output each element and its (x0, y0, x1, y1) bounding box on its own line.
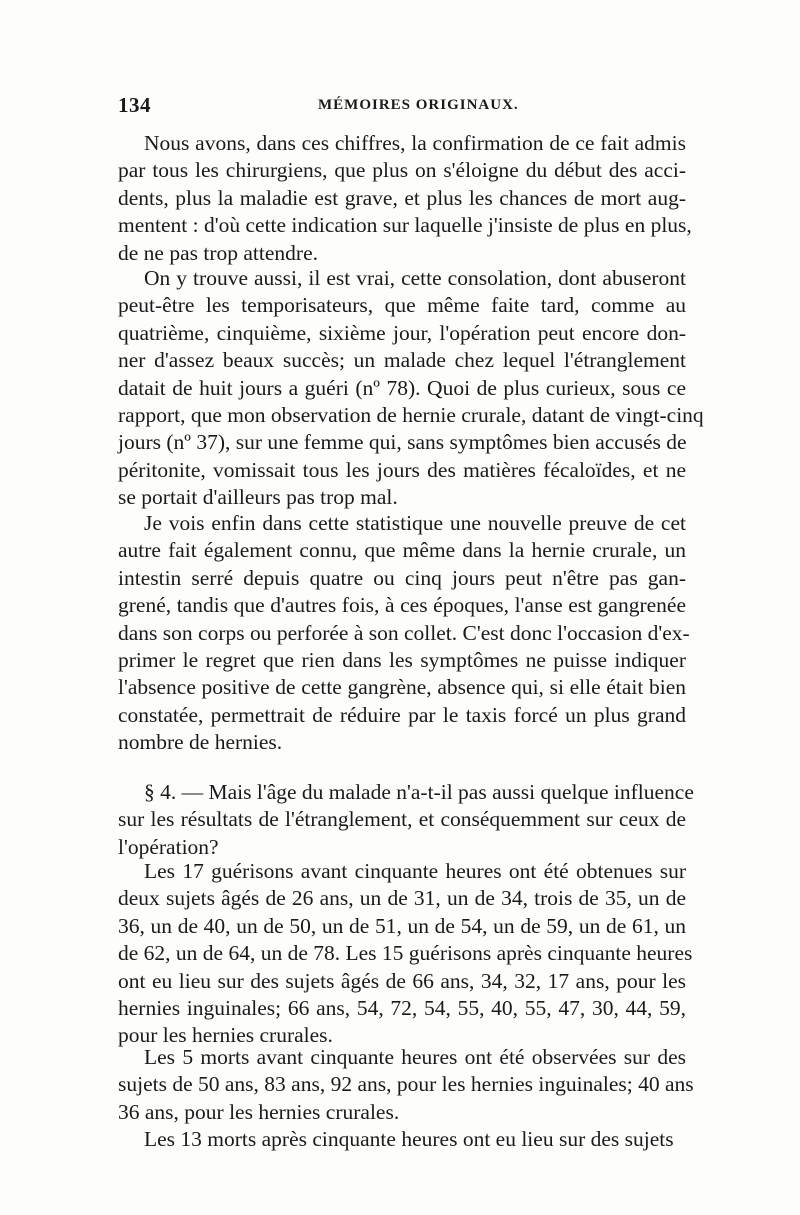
text-line: Les 5 morts avant cinquante heures ont été observées sur des (144, 1045, 686, 1069)
paragraph-deaths-after (118, 1126, 686, 1153)
text-line: de 62, un de 64, un de 78. Les 15 guérisons après cinquante heures (118, 941, 693, 966)
text-line: ont eu lieu sur des sujets âgés de 66 ans, 34, 32, 17 ans, pour les (118, 968, 686, 993)
paragraph-2 (118, 265, 704, 512)
text-line: grené, tandis que d'autres fois, à ces époques, l'anse est gangrenée (118, 593, 686, 618)
text-line: datait de huit jours a guéri (nº 78). Quoi de plus curieux, sous ce (118, 375, 686, 400)
text-line: sujets de 50 ans, 83 ans, 92 ans, pour les hernies inguinales; 40 ans (118, 1072, 694, 1097)
text-line: dans son corps ou perforée à son collet. C'est donc l'occasion d'ex- (118, 620, 690, 645)
page-header (118, 93, 678, 119)
paragraph-3 (118, 510, 690, 757)
text-line: 36 ans, pour les hernies crurales. (118, 1099, 400, 1124)
paragraph-recoveries (118, 858, 693, 1050)
text-line: pour les hernies crurales. (118, 1023, 333, 1048)
text-line: Les 13 morts après cinquante heures ont eu lieu sur des sujets (144, 1127, 674, 1151)
text-line: ner d'assez beaux succès; un malade chez lequel l'étranglement (118, 348, 686, 373)
text-line: de ne pas trop attendre. (118, 240, 318, 265)
text-line: par tous les chirurgiens, que plus on s'éloigne du début des acci- (118, 158, 686, 183)
text-line: primer le regret que rien dans les symptômes ne puisse indiquer (118, 648, 686, 673)
paragraph-1 (118, 130, 692, 267)
text-line: Je vois enfin dans cette statistique une nouvelle preuve de cet (144, 511, 686, 535)
paragraph-deaths-before (118, 1044, 694, 1126)
text-line: rapport, que mon observation de hernie crurale, datant de vingt-cinq (118, 403, 704, 428)
text-line: § 4. — Mais l'âge du malade n'a-t-il pas aussi quelque influence (144, 780, 694, 804)
text-line: l'absence positive de cette gangrène, absence qui, si elle était bien (118, 675, 686, 700)
text-line: l'opération? (118, 834, 219, 859)
text-line: Les 17 guérisons avant cinquante heures ont été obtenues sur (144, 859, 686, 883)
text-line: jours (nº 37), sur une femme qui, sans symptômes bien accusés de (118, 430, 687, 455)
text-line: intestin serré depuis quatre ou cinq jours peut n'être pas gan- (118, 565, 686, 590)
paragraph-section-4-question (118, 779, 694, 861)
text-line: constatée, permettrait de réduire par le taxis forcé un plus grand (118, 702, 686, 727)
text-line: se portait d'ailleurs pas trop mal. (118, 485, 398, 510)
text-line: On y trouve aussi, il est vrai, cette consolation, dont abuseront (144, 266, 686, 290)
text-line: peut-être les temporisateurs, que même faite tard, comme au (118, 293, 686, 318)
text-line: Nous avons, dans ces chiffres, la confirmation de ce fait admis (144, 131, 686, 155)
text-line: hernies inguinales; 66 ans, 54, 72, 54, 55, 40, 55, 47, 30, 44, 59, (118, 996, 686, 1021)
text-line: mentent : d'où cette indication sur laquelle j'insiste de plus en plus, (118, 213, 692, 238)
text-line: nombre de hernies. (118, 730, 283, 755)
running-head: MÉMOIRES ORIGINAUX. (318, 97, 519, 113)
text-line: 36, un de 40, un de 50, un de 51, un de 54, un de 59, un de 61, un (118, 913, 686, 938)
text-line: péritonite, vomissait tous les jours des matières fécaloïdes, et ne (118, 457, 686, 482)
page-number: 134 (118, 93, 151, 117)
text-line: sur les résultats de l'étranglement, et conséquemment sur ceux de (118, 807, 686, 832)
text-line: dents, plus la maladie est grave, et plus les chances de mort aug- (118, 185, 686, 210)
text-line: deux sujets âgés de 26 ans, un de 31, un de 34, trois de 35, un de (118, 886, 686, 911)
text-line: quatrième, cinquième, sixième jour, l'opération peut encore don- (118, 320, 686, 345)
text-line: autre fait également connu, que même dans la hernie crurale, un (118, 538, 686, 563)
